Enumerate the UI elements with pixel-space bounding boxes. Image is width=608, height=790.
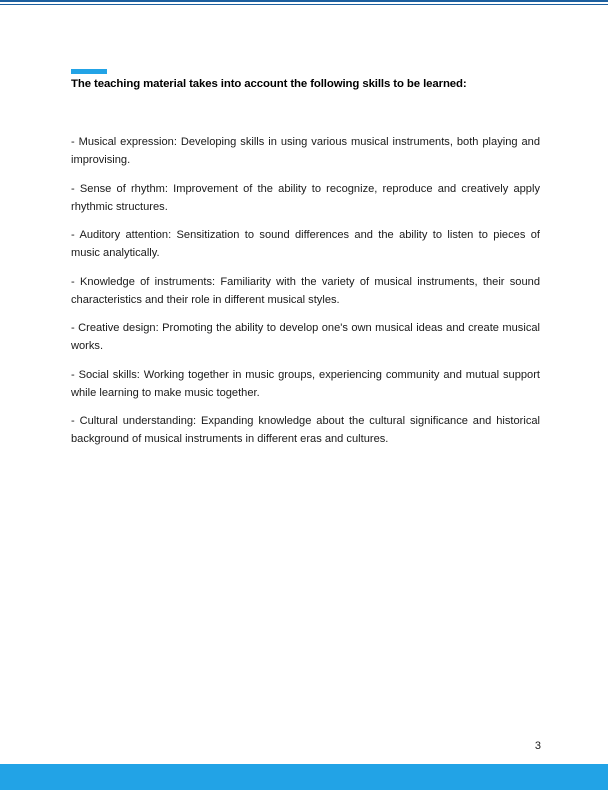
skill-cultural-understanding: - Cultural understanding: Expanding knowledge about the cultural significance and historical background of musical instruments in different eras and cultures. (71, 415, 540, 445)
skill-creative-design: - Creative design: Promoting the ability to develop one's own musical ideas and create musical works. (71, 322, 540, 352)
skills-list (71, 133, 540, 459)
skill-social-skills: - Social skills: Working together in music groups, experiencing community and mutual support while learning to make music together. (71, 368, 540, 399)
header-rule-thick (0, 0, 608, 2)
skill-auditory-attention: - Auditory attention: Sensitization to sound differences and the ability to listen to pieces of music analytically. (71, 229, 540, 259)
section-heading: The teaching material takes into account the following skills to be learned: (71, 78, 467, 90)
header-rule-thin (0, 4, 608, 5)
page-number: 3 (534, 740, 541, 752)
skill-knowledge-of-instruments: - Knowledge of instruments: Familiarity with the variety of musical instruments, their sound characteristics and their role in different musical styles. (71, 275, 540, 306)
skill-sense-of-rhythm: - Sense of rhythm: Improvement of the ability to recognize, reproduce and creatively apply rhythmic structures. (71, 182, 540, 213)
footer-bar (0, 764, 608, 790)
heading-accent-bar (71, 69, 107, 74)
skill-musical-expression: - Musical expression: Developing skills in using various musical instruments, both playing and improvising. (71, 136, 540, 166)
